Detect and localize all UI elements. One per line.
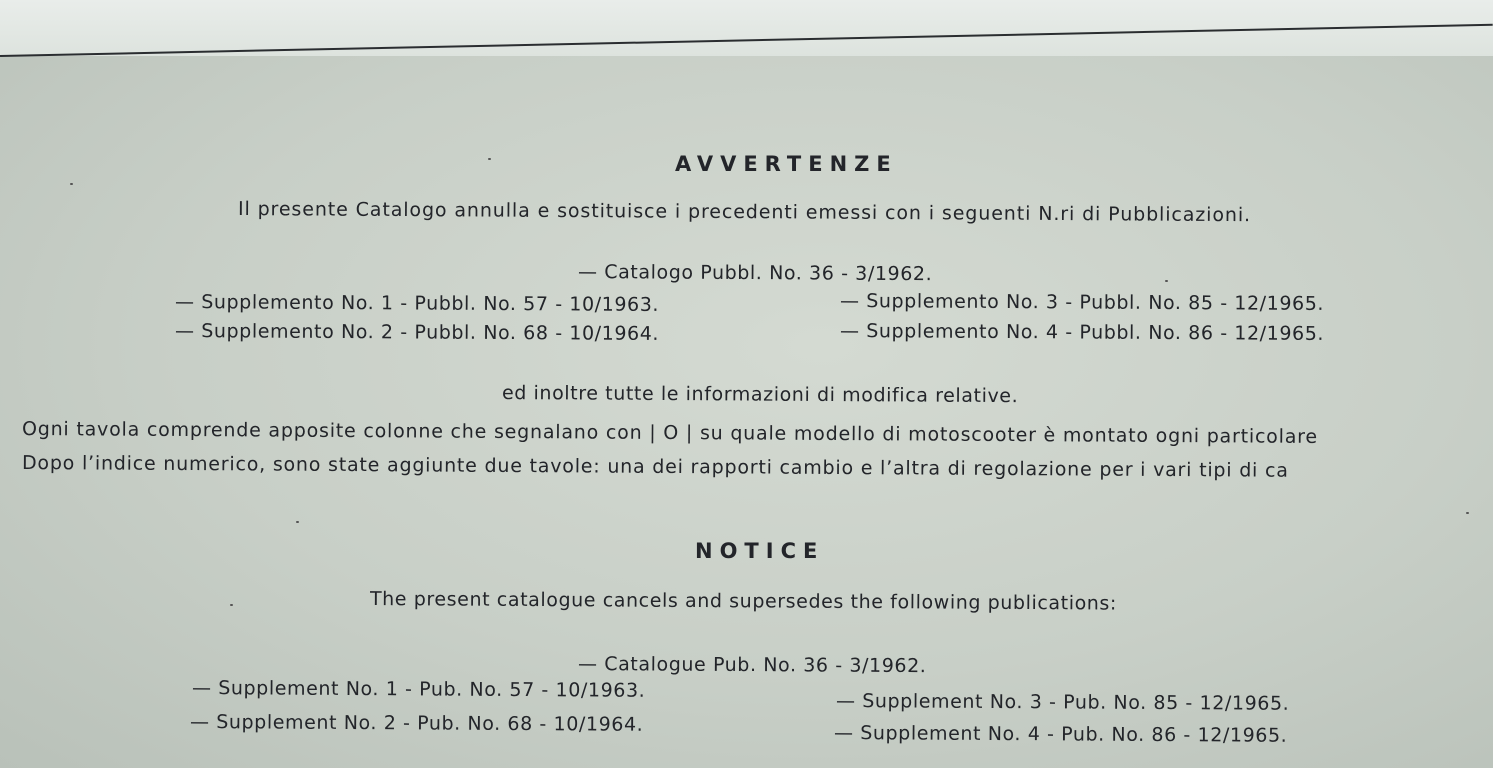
notice-supplement-2: — Supplement No. 2 - Pub. No. 68 - 10/1964. bbox=[189, 711, 644, 736]
avvertenze-supplement-1: — Supplemento No. 1 - Pubbl. No. 57 - 10/1963. bbox=[174, 291, 660, 316]
avvertenze-paragraph-1: Ogni tavola comprende apposite colonne che segnalano con | O | su quale modello di motoscooter è montato ogni particolare bbox=[21, 418, 1318, 448]
paper-speck bbox=[296, 521, 299, 523]
paper-speck bbox=[488, 158, 491, 160]
avvertenze-paragraph-2: Dopo l’indice numerico, sono state aggiunte due tavole: una dei rapporti cambio e l’altra di regolazione per i vari tipi di ca bbox=[21, 452, 1289, 482]
avvertenze-supplement-4: — Supplemento No. 4 - Pubbl. No. 86 - 12/1965. bbox=[839, 320, 1325, 345]
notice-heading: NOTICE bbox=[695, 539, 825, 563]
avvertenze-supplement-3: — Supplemento No. 3 - Pubbl. No. 85 - 12/1965. bbox=[839, 290, 1325, 315]
notice-supplement-4: — Supplement No. 4 - Pub. No. 86 - 12/1965. bbox=[833, 722, 1288, 747]
paper-speck bbox=[70, 183, 73, 185]
paper-speck bbox=[230, 604, 233, 606]
avvertenze-catalog: — Catalogo Pubbl. No. 36 - 3/1962. bbox=[577, 261, 933, 286]
paper-speck bbox=[1165, 280, 1168, 282]
paper-speck bbox=[1466, 512, 1469, 514]
notice-catalog: — Catalogue Pub. No. 36 - 3/1962. bbox=[577, 653, 927, 678]
notice-intro: The present catalogue cancels and supersedes the following publications: bbox=[369, 588, 1118, 615]
avvertenze-extra: ed inoltre tutte le informazioni di modifica relative. bbox=[501, 382, 1019, 408]
notice-supplement-1: — Supplement No. 1 - Pub. No. 57 - 10/1963. bbox=[191, 677, 646, 702]
avvertenze-heading: AVVERTENZE bbox=[675, 152, 898, 176]
avvertenze-intro: Il presente Catalogo annulla e sostituisce i precedenti emessi con i seguenti N.ri di Pubblicazioni. bbox=[237, 198, 1252, 227]
avvertenze-supplement-2: — Supplemento No. 2 - Pubbl. No. 68 - 10/1964. bbox=[174, 320, 660, 345]
notice-supplement-3: — Supplement No. 3 - Pub. No. 85 - 12/1965. bbox=[835, 690, 1290, 715]
